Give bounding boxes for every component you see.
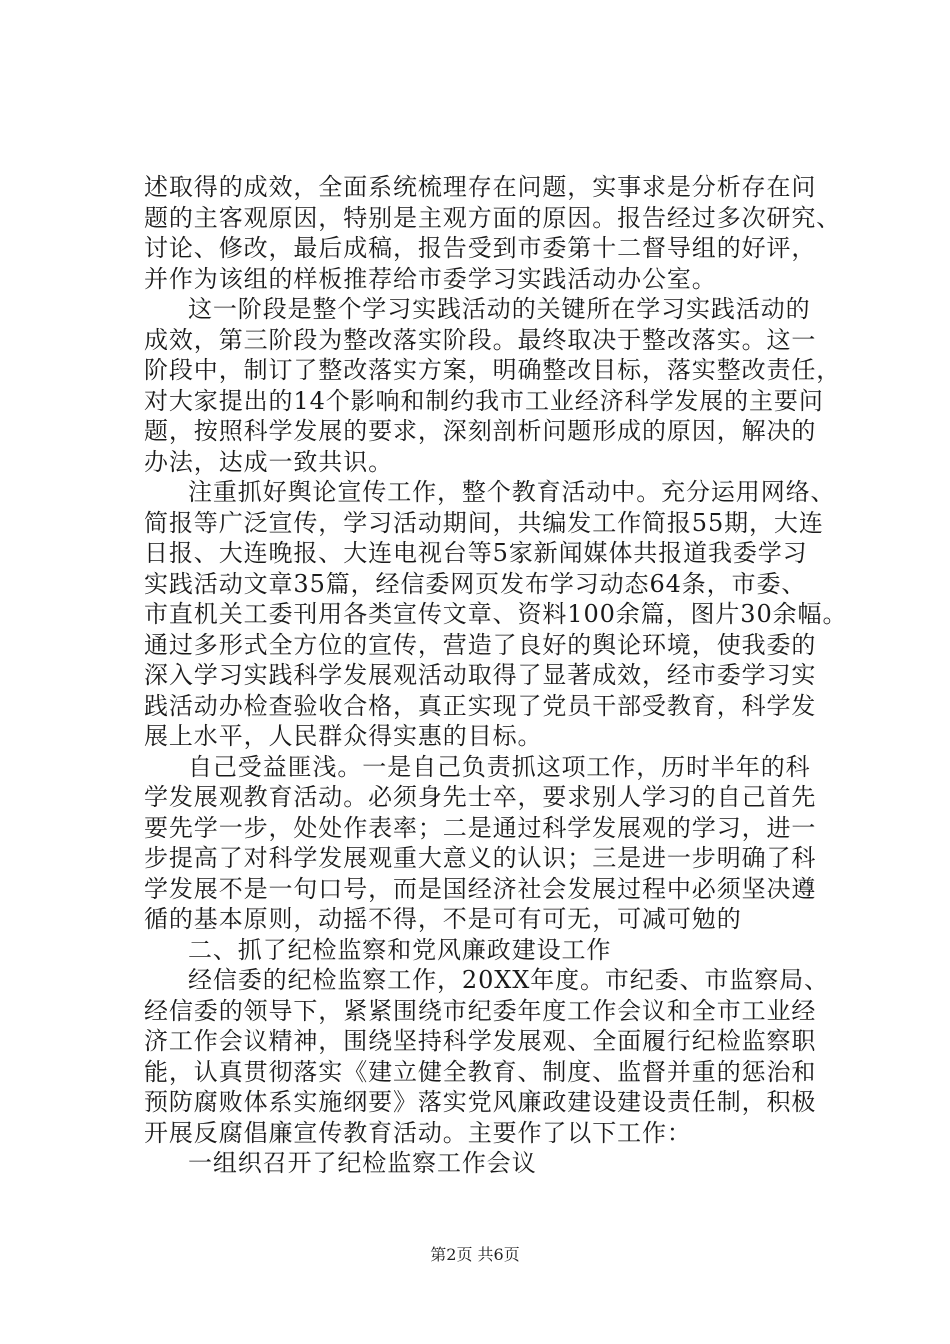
text-line: 经信委的领导下，紧紧围绕市纪委年度工作会议和全市工业经 (144, 996, 817, 1025)
text-line: 市直机关工委刊用各类宣传文章、资料100余篇，图片30余幅。 (144, 600, 848, 628)
text-line: 注重抓好舆论宣传工作，整个教育活动中。充分运用网络、 (188, 478, 836, 506)
text-line: 题，按照科学发展的要求，深刻剖析问题形成的原因，解决的 (144, 417, 817, 445)
text-line: 题的主客观原因，特别是主观方面的原因。报告经过多次研究、 (144, 203, 842, 232)
text-line: 践活动办检查验收合格，真正实现了党员干部受教育，科学发 (144, 691, 817, 720)
text-line: 深入学习实践科学发展观活动取得了显著成效，经市委学习实 (144, 661, 817, 689)
text-line: 成效，第三阶段为整改落实阶段。最终取决于整改落实。这一 (144, 325, 817, 354)
page-footer: 第2页 共6页 (430, 1245, 520, 1264)
text-line: 日报、大连晚报、大连电视台等5家新闻媒体共报道我委学习 (144, 539, 808, 567)
text-line: 能，认真贯彻落实《建立健全教育、制度、监督并重的惩治和 (144, 1057, 817, 1086)
text-line: 一组织召开了纪检监察工作会议 (188, 1149, 537, 1177)
text-line: 循的基本原则，动摇不得，不是可有可无，可减可勉的 (144, 905, 742, 933)
text-line: 这一阶段是整个学习实践活动的关键所在学习实践活动的 (188, 295, 811, 323)
text-line: 办法，达成一致共识。 (144, 447, 393, 476)
text-line: 述取得的成效，全面系统梳理存在问题，实事求是分析存在问 (144, 173, 817, 201)
text-line: 学发展观教育活动。必须身先士卒，要求别人学习的自己首先 (144, 783, 817, 811)
document-body (144, 172, 848, 1179)
text-line: 简报等广泛宣传，学习活动期间，共编发工作简报55期，大连 (144, 508, 824, 537)
text-line: 预防腐败体系实施纲要》落实党风廉政建设建设责任制，积极 (144, 1088, 817, 1116)
text-line: 学发展不是一句口号，而是国经济社会发展过程中必须坚决遵 (144, 874, 817, 903)
text-line: 自己受益匪浅。一是自己负责抓这项工作，历时半年的科 (188, 752, 811, 781)
text-line: 展上水平，人民群众得实惠的目标。 (144, 722, 543, 750)
text-line: 步提高了对科学发展观重大意义的认识；三是进一步明确了科 (144, 844, 817, 872)
text-line: 开展反腐倡廉宣传教育活动。主要作了以下工作： (144, 1118, 692, 1147)
text-line: 二、抓了纪检监察和党风廉政建设工作 (188, 935, 612, 964)
text-line: 济工作会议精神，围绕坚持科学发展观、全面履行纪检监察职 (144, 1027, 817, 1055)
text-line: 经信委的纪检监察工作，20XX年度。市纪委、市监察局、 (188, 966, 830, 994)
text-line: 通过多形式全方位的宣传，营造了良好的舆论环境，使我委的 (144, 630, 817, 659)
text-line: 讨论、修改，最后成稿，报告受到市委第十二督导组的好评， (144, 234, 817, 262)
text-line: 对大家提出的14个影响和制约我市工业经济科学发展的主要问 (144, 386, 824, 415)
text-line: 实践活动文章35篇，经信委网页发布学习动态64条，市委、 (144, 569, 807, 598)
text-line: 并作为该组的样板推荐给市委学习实践活动办公室。 (144, 264, 717, 293)
text-line: 阶段中，制订了整改落实方案，明确整改目标，落实整改责任， (144, 356, 842, 384)
text-line: 要先学一步，处处作表率；二是通过科学发展观的学习，进一 (144, 813, 817, 842)
